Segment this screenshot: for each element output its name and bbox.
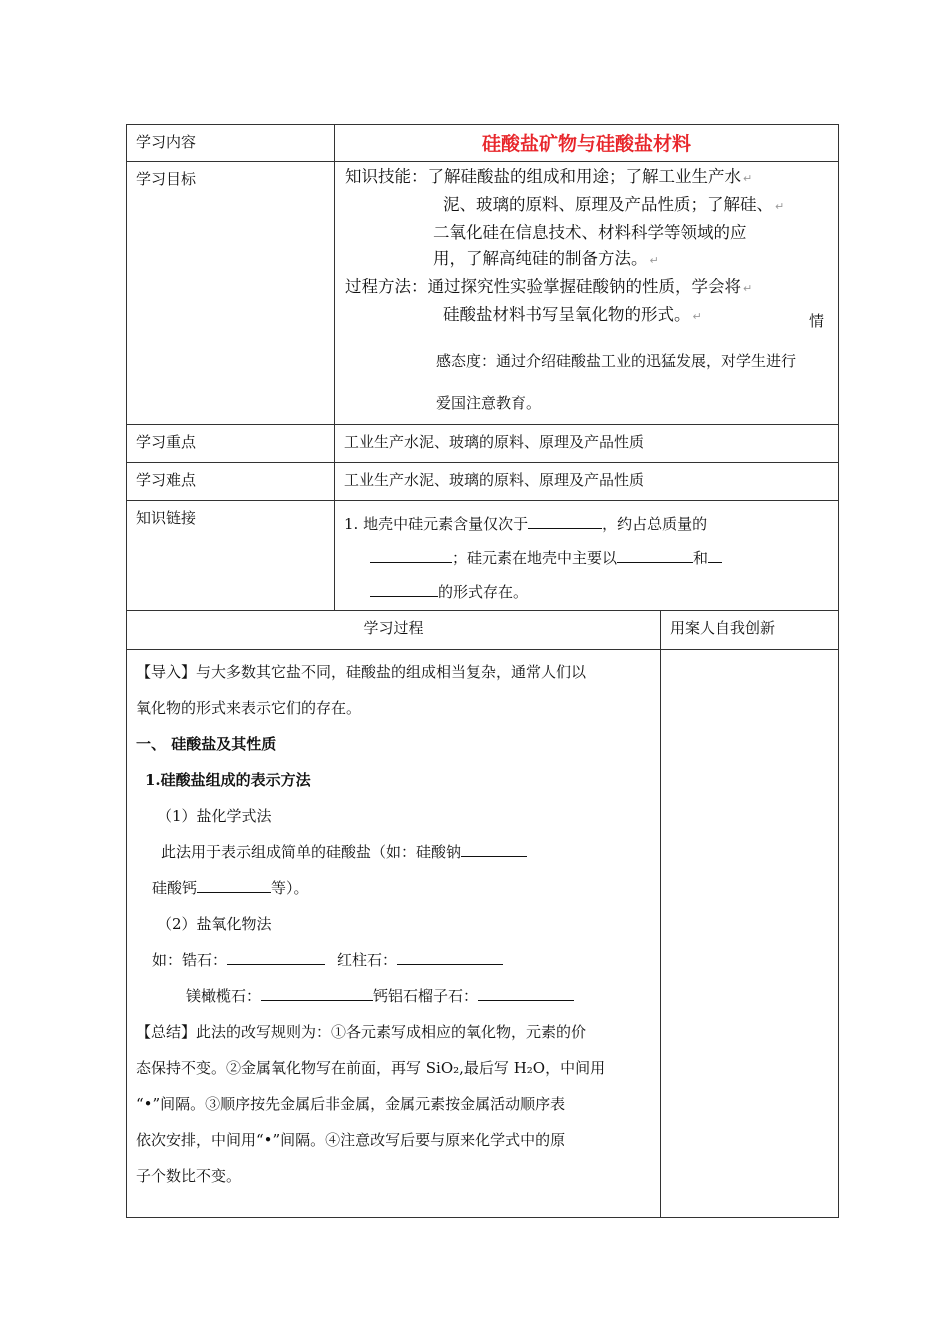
lesson-title: 硅酸盐矿物与硅酸盐材料 (335, 125, 839, 162)
knowledge-line: 知识技能：了解硅酸盐的组成和用途；了解工业生产水 (345, 167, 741, 186)
blank[interactable] (227, 950, 325, 965)
example: 钙铝石榴子石： (373, 987, 479, 1005)
method-heading: （1）盐化学式法 (157, 807, 272, 825)
emotion-line: 感态度：通过介绍硅酸盐工业的迅猛发展，对学生进行 (436, 352, 797, 370)
link-text: ；硅元素在地壳中主要以 (452, 549, 618, 567)
example: 如：锆石： (152, 951, 228, 969)
label-difficult: 学习难点 (127, 463, 335, 501)
method-desc: 等）。 (271, 879, 309, 897)
link-text: 的形式存在。 (438, 583, 529, 601)
difficult-text: 工业生产水泥、玻璃的原料、原理及产品性质 (335, 463, 839, 501)
innovation-cell[interactable] (661, 650, 839, 1218)
link-cell (335, 501, 839, 611)
label-goals: 学习目标 (127, 162, 335, 425)
process-body (127, 650, 661, 1218)
method-heading: （2）盐氧化物法 (157, 915, 272, 933)
blank[interactable] (478, 986, 574, 1001)
sub-heading: 1.硅酸盐组成的表示方法 (145, 771, 311, 789)
process-line: 硅酸盐材料书写呈氧化物的形式。 (443, 305, 691, 324)
label-key: 学习重点 (127, 425, 335, 463)
label-content: 学习内容 (127, 125, 335, 162)
example: 镁橄榄石： (186, 987, 262, 1005)
lesson-plan-sheet (126, 124, 838, 1218)
method-desc: 硅酸钙 (152, 879, 198, 897)
summary-line: “•”间隔。③顺序按先金属后非金属，金属元素按金属活动顺序表 (136, 1095, 566, 1113)
summary-line: 依次安排，中间用“•”间隔。④注意改写后要与原来化学式中的原 (136, 1131, 566, 1149)
blank[interactable] (708, 548, 722, 563)
link-text: 和 (693, 549, 709, 567)
intro-line: 氧化物的形式来表示它们的存在。 (136, 699, 362, 717)
link-text: ，约占总质量的 (602, 515, 708, 533)
blank[interactable] (261, 986, 373, 1001)
process-header: 学习过程 (127, 611, 661, 650)
blank[interactable] (370, 548, 452, 563)
summary-line: 【总结】此法的改写规则为：①各元素写成相应的氧化物，元素的价 (136, 1023, 587, 1041)
emotion-line: 爱国注意教育。 (436, 394, 542, 412)
method-desc: 此法用于表示组成简单的硅酸盐（如：硅酸钠 (161, 843, 462, 861)
blank[interactable] (397, 950, 503, 965)
blank[interactable] (617, 548, 693, 563)
goals-cell: 知识技能：了解硅酸盐的组成和用途；了解工业生产水 ↵ 泥、玻璃的原料、原理及产品性质；了解硅、 ↵ 二氧化硅在信息技术、材料科学等领域的应 用，了解高纯硅的制备方法。 ↵ 过程方法：通过探究性实验掌握硅酸钠的性质，学会将 ↵ 硅酸盐材料书写呈氧化物的形式。 ↵ 情 感态度：通过介绍硅酸盐工业的迅猛发展，对学生进行 爱国注意教育。 (335, 162, 839, 425)
label-link: 知识链接 (127, 501, 335, 611)
blank[interactable] (197, 878, 271, 893)
innovation-header: 用案人自我创新 (661, 611, 839, 650)
knowledge-line: 用，了解高纯硅的制备方法。 (433, 249, 648, 268)
summary-line: 态保持不变。②金属氧化物写在前面，再写 SiO₂,最后写 H₂O，中间用 (136, 1059, 606, 1077)
knowledge-line: 二氧化硅在信息技术、材料科学等领域的应 (433, 223, 747, 242)
blank[interactable] (370, 582, 438, 597)
blank[interactable] (528, 514, 602, 529)
intro-line: 【导入】与大多数其它盐不同，硅酸盐的组成相当复杂，通常人们以 (136, 663, 587, 681)
example: 红柱石： (337, 951, 398, 969)
section-heading: 一、 硅酸盐及其性质 (136, 735, 277, 753)
summary-line: 子个数比不变。 (136, 1167, 242, 1185)
lesson-plan-table (126, 124, 839, 1218)
key-text: 工业生产水泥、玻璃的原料、原理及产品性质 (335, 425, 839, 463)
blank[interactable] (461, 842, 527, 857)
process-line: 过程方法：通过探究性实验掌握硅酸钠的性质，学会将 (345, 277, 741, 296)
emotion-tail: 情 (809, 312, 825, 330)
knowledge-line: 泥、玻璃的原料、原理及产品性质；了解硅、 (443, 195, 773, 214)
link-text: 1. 地壳中硅元素含量仅次于 (344, 515, 529, 533)
